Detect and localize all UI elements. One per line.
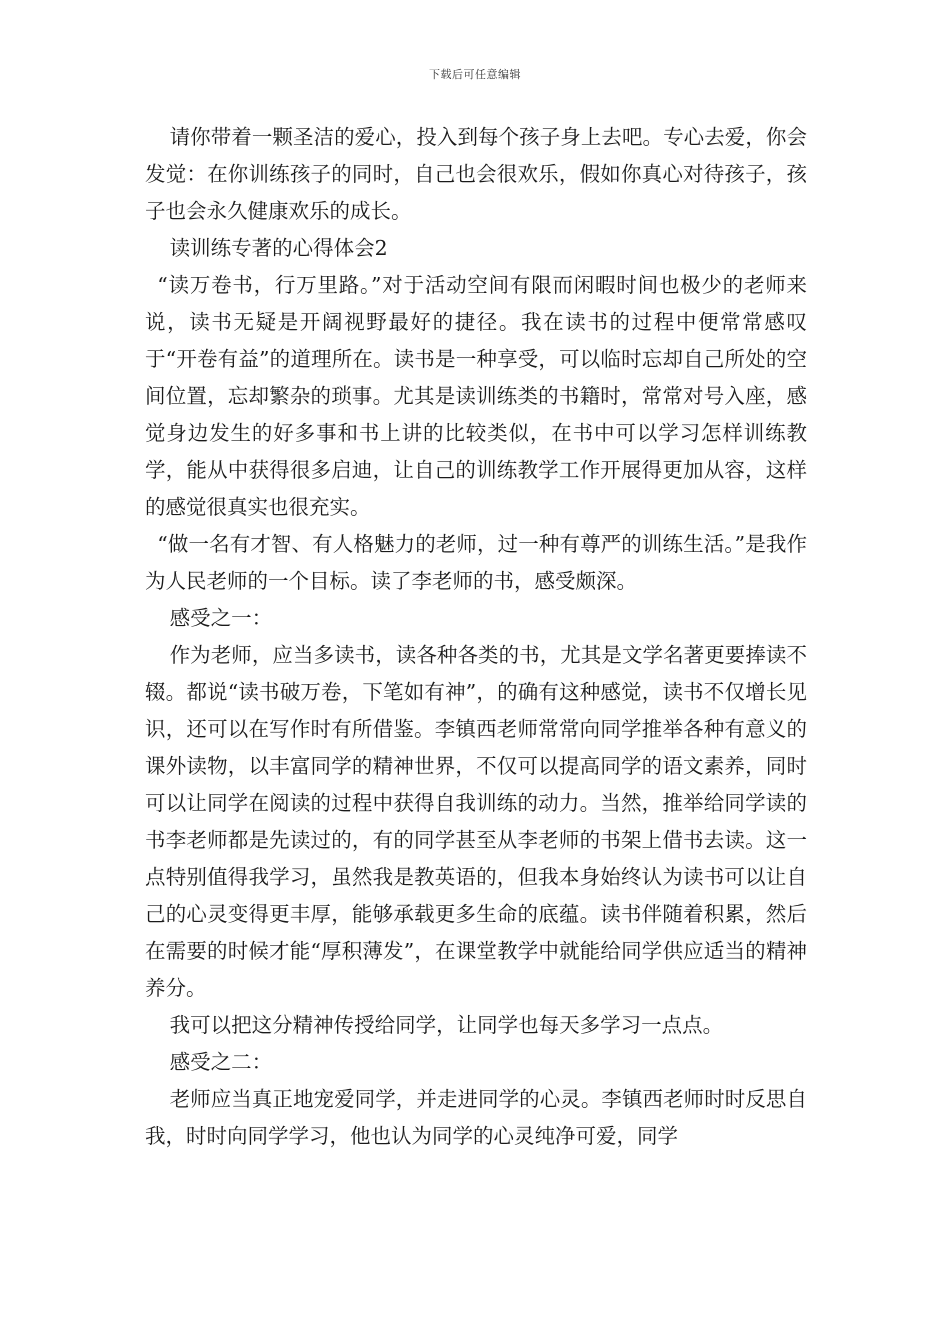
subheading-feeling-two: 感受之二：: [169, 1050, 273, 1074]
document-body: [145, 119, 807, 1155]
page-header-note: 下载后可任意编辑: [429, 68, 521, 81]
paragraph-intro: 请你带着一颗圣洁的爱心，投入到每个孩子身上去吧。专心去爱，你会发觉：在你训练孩子的同时，自己也会很欢乐，假如你真心对待孩子，孩子也会永久健康欢乐的成长。: [145, 125, 807, 223]
paragraph-feeling-two: 老师应当真正地宠爱同学，并走进同学的心灵。李镇西老师时时反思自我，时时向同学学习，他也认为同学的心灵纯净可爱，同学: [145, 1087, 807, 1148]
paragraph-reading-benefits: “读万卷书，行万里路。”对于活动空间有限而闲暇时间也极少的老师来说，读书无疑是开阔视野最好的捷径。我在读书的过程中便常常感叹于“开卷有益”的道理所在。读书是一种享受，可以临时忘却自己所处的空间位置，忘却繁杂的琐事。尤其是读训练类的书籍时，常常对号入座，感觉身边发生的好多事和书上讲的比较类似，在书中可以学习怎样训练教学，能从中获得很多启迪，让自己的训练教学工作开展得更加从容，这样的感觉很真实也很充实。: [145, 273, 807, 519]
paragraph-teacher-goal: “做一名有才智、有人格魅力的老师，过一种有尊严的训练生活。”是我作为人民老师的一个目标。读了李老师的书，感受颇深。: [145, 532, 807, 593]
subheading-feeling-one: 感受之一：: [169, 606, 273, 630]
paragraph-feeling-one: 作为老师，应当多读书，读各种各类的书，尤其是文学名著更要捧读不辍。都说“读书破万卷，下笔如有神”，的确有这种感觉，读书不仅增长见识，还可以在写作时有所借鉴。李镇西老师常常向同学推举各种有意义的课外读物，以丰富同学的精神世界，不仅可以提高同学的语文素养，同时可以让同学在阅读的过程中获得自我训练的动力。当然，推举给同学读的书李老师都是先读过的，有的同学甚至从李老师的书架上借书去读。这一点特别值得我学习，虽然我是教英语的，但我本身始终认为读书可以让自己的心灵变得更丰厚，能够承载更多生命的底蕴。读书伴随着积累，然后在需要的时候才能“厚积薄发”，在课堂教学中就能给同学供应适当的精神养分。: [145, 643, 807, 1000]
section-heading: 读训练专著的心得体会2: [169, 236, 388, 260]
paragraph-pass-on: 我可以把这分精神传授给同学，让同学也每天多学习一点点。: [169, 1013, 724, 1037]
